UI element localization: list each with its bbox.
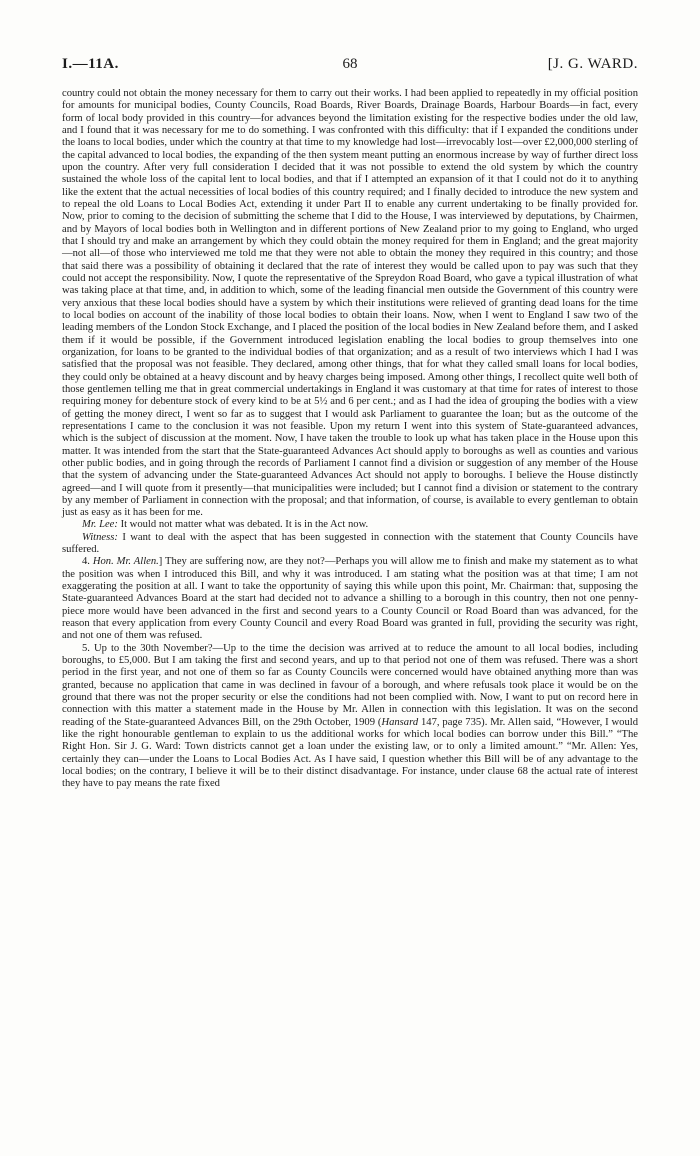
question-number: 5. <box>82 642 90 654</box>
speaker-label: Mr. Lee: <box>82 519 118 531</box>
paper-reference: I.—11A. <box>62 56 119 72</box>
paragraph-witness-statement: country could not obtain the money necessary for them to carry out their works. I had been applied to repeatedly in my official position for amounts for municipal bodies, County Councils, Road Boards, River Boards, Drainage Boards, Harbour Boards—in fact, every form of local body provided in this country—for advances beyond the limitation existing for the respective bodies under the old law, and I found that it was necessary for me to do something. I was confronted with this difficulty: that if I expanded the conditions under the loans to local bodies, under which the country at that time to my knowledge had lost—irrevocably lost—over £2,000,000 sterling of the capital advanced to local bodies, the expanding of the then system meant putting an enormous increase by way of further direct loss upon the country. After very full consideration I decided that it was not possible to extend the old system by which the country sustained the whole loss of the capital lent to local bodies, and that if I attempted an expansion of it that I could not do it to anything like the extent that the actual necessities of local bodies of this country required; and I finally decided to introduce the new system and to repeal the old Loans to Local Bodies Act, extending it under Part II to enable any current undertaking to be finally provided for. Now, prior to coming to the decision of submitting the scheme that I did to the House, I was interviewed by deputations, by Chairmen, and by Mayors of local bodies both in Wellington and in different portions of New Zealand prior to my going to England, who urged that I should try and make an arrangement by which they could obtain the money required for them in England; and the great majority—not all—of those who interviewed me told me that they were not able to obtain the money they required in this country; and those that said there was a possibility of obtaining it declared that the rate of interest they would be called upon to pay was such that they could not accept the responsibility. Now, I quote the representative of the Spreydon Road Board, who gave a typical illustration of what was taking place at that time, and, in addition to which, some of the leading financial men outside the Government of this country were very anxious that these local bodies should have a system by which their institutions were relieved of granting dead loans for the time to local bodies on account of the inability of those local bodies to obtain their loans. Now, when I went to England I saw two of the leading members of the London Stock Exchange, and I placed the position of the local bodies in New Zealand before them, and I asked them if it would be possible, if the Government introduced legislation enabling the local bodies to group themselves into one organization, for loans to be granted to the individual bodies of that organization; and as a result of two interviews which I had I was satisfied that the proposal was not feasible. They declared, among other things, that for what they called small loans for local bodies, they could only be obtained at a heavy discount and by heavy charges being imposed. Among other things, I recollect quite well both of those gentlemen telling me that in great commercial undertakings in England it was customary at that time for rates of interest to those requiring money for debenture stock of every kind to be at 5½ and 6 per cent.; and as I had the idea of grouping the bodies with a view of getting the money direct, I went so far as to suggest that I would ask Parliament to guarantee the loan; but as the outcome of the representations I came to the conclusion it was not feasible. Upon my return I went into this system of State-guaranteed advances, which is the subject of discussion at the moment. Now, I have taken the trouble to look up what has taken place in the House upon this matter. It was intended from the start that the State-guaranteed Advances Act should apply to boroughs as well as counties and various other public bodies, and in going through the records of Parliament I cannot find a division or suggestion of any member of the House that the system of advancing under the State-guaranteed Advances Act should not apply to boroughs. I believe the House distinctly agreed—and I will quote from it presently—that municipalities were included; but I cannot find a division or statement to the contrary by any member of Parliament in connection with the proposal; and that information, of course, is available to every gentleman to obtain just as easy as it has been for me. <box>62 88 638 519</box>
paragraph-witness-reply: Witness: I want to deal with the aspect that has been suggested in connection with the statement that County Councils have suffered. <box>62 531 638 556</box>
page-number: 68 <box>342 56 358 72</box>
paragraph-question-5: 5. Up to the 30th November?—Up to the time the decision was arrived at to reduce the amount to all local bodies, including boroughs, to £5,000. But I am taking the first and second years, and up to that period not one of them was refused. There was a short period in the first year, and not one of them so far as County Councils were concerned would have obtained anything more than was granted, because no application that came in was declined in favour of a borough, and where refusals took place it would be on the ground that there was not the proper security or else the conditions had not been complied with. Now, I want to put on record here in connection with this matter a statement made in the House by Mr. Allen in connection with this legislation. It was on the second reading of the State-guaranteed Advances Bill, on the 29th October, 1909 (Hansard 147, page 735). Mr. Allen said, “However, I would like the right honourable gentleman to explain to us the additional works for which local bodies can borrow under this Bill.” “The Right Hon. Sir J. G. Ward: Town districts cannot get a loan under the existing law, or to only a limited amount.” “Mr. Allen: Yes, certainly they can—under the Loans to Local Bodies Act. As I have said, I question whether this Bill will be of any advantage to the local bodies; on the contrary, I believe it will be to their distinct disadvantage. For instance, under clause 68 the actual rate of interest they have to pay means the rate fixed <box>62 642 639 790</box>
speaker-label: Hon. Mr. Allen. <box>92 556 159 568</box>
paragraph-question-4: 4. Hon. Mr. Allen.] They are suffering now, are they not?—Perhaps you will allow me to finish and make my statement as to what the position was when I introduced this Bill, and why it was introduced. I am stating what the position was at that time; I am not exaggerating the position at all. I want to take the opportunity of saying this while upon this point, Mr. Chairman: that, supposing the State-guaranteed Advances Board at the start had decided not to advance a shilling to a borough in this country, then not one penny-piece more would have been advanced in the first and second years to a County Council or Road Board than was advanced, for the reason that every application from every County Council and every Road Board was granted in full, providing the security was right, and not one of them was refused. <box>62 556 638 642</box>
witness-name: [J. G. WARD. <box>547 56 638 72</box>
paragraph-mr-lee: Mr. Lee: It would not matter what was debated. It is in the Act now. <box>82 519 369 531</box>
speaker-label: Witness: <box>82 531 118 543</box>
hansard-reference: Hansard <box>381 716 419 728</box>
question-number: 4. <box>82 556 90 568</box>
page-header <box>62 56 638 80</box>
body-text <box>62 88 638 791</box>
